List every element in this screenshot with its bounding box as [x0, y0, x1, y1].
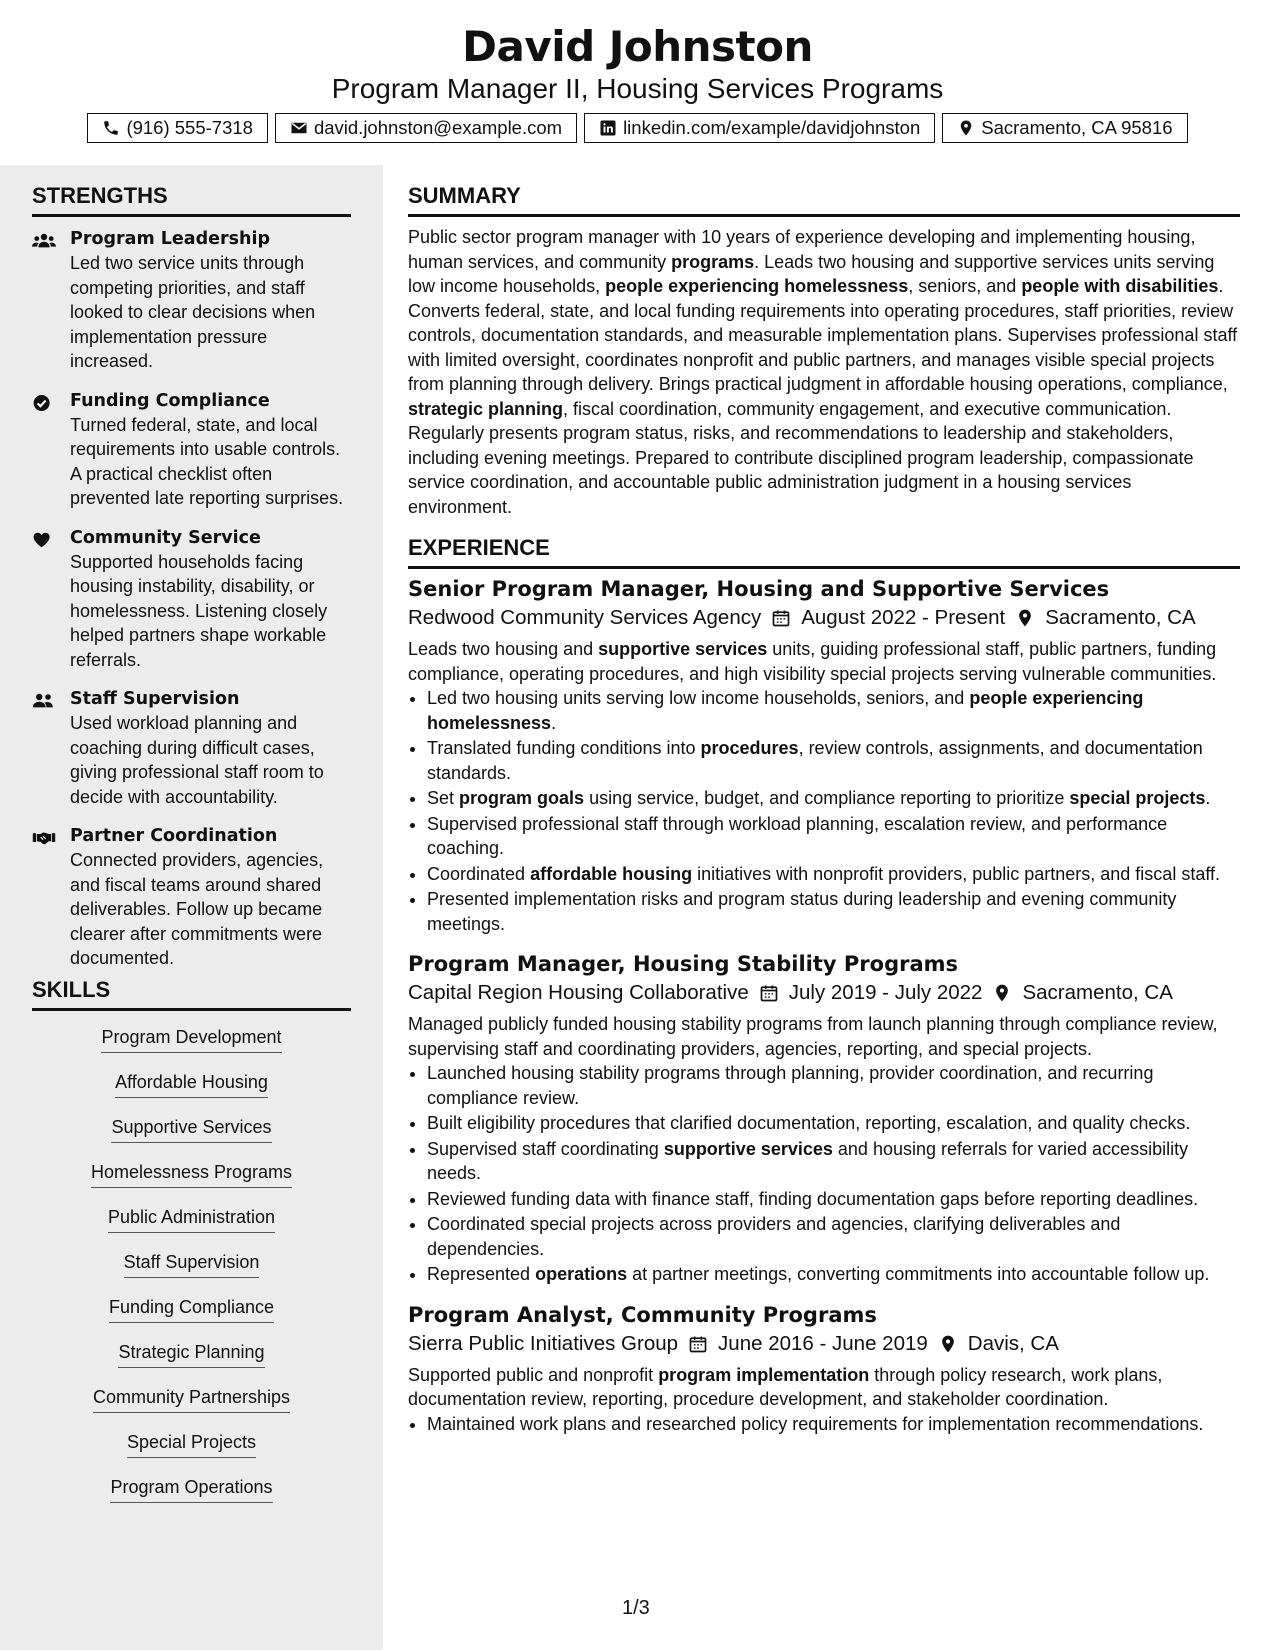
job-dates: June 2016 - June 2019 [718, 1331, 928, 1355]
job-meta [408, 1329, 1240, 1359]
job-bullet: • Translated funding conditions into procedures, review controls, assignments, and documentation standards. [427, 736, 1240, 785]
strength-item [32, 824, 351, 971]
job-bullet: • Represented operations at partner meetings, converting commitments into accountable follow up. [427, 1262, 1240, 1287]
strength-item [32, 687, 351, 809]
skill-tag: Special Projects [127, 1430, 256, 1458]
job-bullet: • Coordinated affordable housing initiatives with nonprofit providers, public partners, and fiscal staff. [427, 862, 1240, 887]
strength-title: Program Leadership [70, 229, 271, 249]
calendar-icon [688, 1334, 708, 1354]
skill-tag: Supportive Services [111, 1115, 271, 1143]
phone-icon [102, 119, 120, 137]
strengths-heading: STRENGTHS [32, 181, 351, 217]
experience-section [408, 533, 1240, 1436]
job-bullets [408, 1061, 1240, 1287]
strength-description: Used workload planning and coaching during difficult cases, giving professional staff room to decide with accountability. [70, 713, 324, 807]
job-entry [408, 1301, 1240, 1437]
summary-text: Public sector program manager with 10 years of experience developing and implementing housing, human services, and community programs. Leads two housing and supportive services units serving low income households, people experiencing homelessness, seniors, and people with disabilities. Converts federal, state, and local funding requirements into operating procedures, staff priorities, review controls, documentation standards, and measurable implementation plans. Supervises professional staff with limited oversight, coordinates nonprofit and public partners, and manages visible special projects from planning through delivery. Brings practical judgment in affordable housing operations, compliance, strategic planning, fiscal coordination, community engagement, and executive communication. Regularly presents program status, risks, and recommendations to leadership and stakeholders, including evening meetings. Prepared to contribute disciplined program leadership, compassionate service coordination, and accountable public administration judgment in a housing services environment. [408, 227, 1238, 517]
job-dates: July 2019 - July 2022 [788, 981, 983, 1004]
skill-tag: Staff Supervision [124, 1250, 260, 1278]
summary-heading: SUMMARY [408, 181, 1240, 217]
user-group-icon [32, 691, 56, 711]
job-bullets [408, 1412, 1240, 1437]
linkedin-icon [599, 119, 617, 137]
job-meta [408, 603, 1240, 633]
summary-section [408, 181, 1240, 519]
envelope-icon [290, 119, 308, 137]
strength-description: Led two service units through competing priorities, and staff looked to clear decisions when implementation pressure increased. [70, 253, 316, 371]
job-intro: Managed publicly funded housing stability programs from launch planning through compliance review, supervising staff and coordinating providers, agencies, reporting, and special projects. [408, 1014, 1218, 1059]
strength-item [32, 227, 351, 374]
skill-list [32, 1025, 351, 1520]
strength-title: Community Service [70, 527, 261, 548]
strength-item [32, 526, 351, 673]
skill-tag: Community Partnerships [93, 1385, 290, 1413]
strength-item [32, 389, 351, 511]
job-dates: August 2022 - Present [801, 606, 1006, 629]
job-bullet: • Supervised staff coordinating supportive services and housing referrals for varied accessibility needs. [427, 1137, 1240, 1186]
job-bullet: • Launched housing stability programs through planning, provider coordination, and recurring compliance review. [427, 1061, 1240, 1110]
job-bullet: • Built eligibility procedures that clarified documentation, reporting, escalation, and quality checks. [427, 1111, 1240, 1136]
contact-email[interactable]: david.johnston@example.com [275, 113, 577, 143]
skill-tag: Program Development [101, 1025, 281, 1053]
job-entry [408, 950, 1240, 1287]
main-content [408, 165, 1240, 1450]
job-title: Senior Program Manager, Housing and Supportive Services [408, 577, 1110, 601]
job-location: Sacramento, CA [1022, 981, 1173, 1004]
job-bullet: • Supervised professional staff through workload planning, escalation review, and performance coaching. [427, 812, 1240, 861]
job-bullet: • Maintained work plans and researched policy requirements for implementation recommendations. [427, 1412, 1240, 1437]
skill-tag: Strategic Planning [118, 1340, 264, 1368]
job-organization: Sierra Public Initiatives Group [408, 1331, 679, 1355]
job-location: Sacramento, CA [1045, 606, 1196, 629]
candidate-title: Program Manager II, Housing Services Programs [331, 73, 944, 104]
map-pin-icon [938, 1334, 958, 1354]
job-bullet: • Set program goals using service, budget, and compliance reporting to prioritize special projects. [427, 786, 1240, 811]
job-title: Program Analyst, Community Programs [408, 1302, 877, 1327]
strength-description: Supported households facing housing instability, disability, or homelessness. Listening closely helped partners shape workable referrals. [70, 551, 328, 670]
job-bullet: • Reviewed funding data with finance staff, finding documentation gaps before reporting deadlines. [427, 1187, 1240, 1212]
contact-location[interactable]: Sacramento, CA 95816 [942, 113, 1187, 143]
contact-linkedin[interactable]: linkedin.com/example/davidjohnston [584, 113, 935, 143]
candidate-name: David Johnston [462, 22, 813, 71]
handshake-icon [32, 828, 56, 848]
skill-tag: Funding Compliance [109, 1295, 274, 1323]
strength-description: Connected providers, agencies, and fiscal teams around shared deliverables. Follow up became clearer after commitments were documented. [70, 850, 324, 968]
strength-description: Turned federal, state, and local requirements into usable controls. A practical checklist often prevented late reporting surprises. [70, 414, 344, 508]
job-bullet: • Led two housing units serving low income households, seniors, and people experiencing homelessness. [427, 686, 1240, 735]
contact-phone[interactable]: (916) 555-7318 [87, 113, 268, 143]
skill-tag: Affordable Housing [115, 1070, 268, 1098]
job-intro: Leads two housing and supportive services units, guiding professional staff, public partners, funding compliance, operating procedures, and high visibility special projects serving vulnerable communities. [408, 639, 1217, 684]
skills-section [32, 975, 351, 1520]
skills-heading: SKILLS [32, 975, 351, 1011]
experience-heading: EXPERIENCE [408, 533, 1240, 569]
job-bullet: • Coordinated special projects across providers and agencies, clarifying deliverables and dependencies. [427, 1212, 1240, 1261]
job-location: Davis, CA [967, 1331, 1059, 1355]
job-bullets [408, 686, 1240, 936]
job-organization: Redwood Community Services Agency [408, 606, 762, 629]
strengths-section [32, 181, 351, 986]
sidebar [0, 165, 383, 1650]
strength-title: Partner Coordination [70, 826, 278, 846]
people-group-icon [32, 231, 56, 251]
contact-row [0, 113, 1275, 145]
check-circle-icon [32, 393, 56, 413]
heart-icon [32, 530, 56, 550]
map-pin-icon [1015, 608, 1035, 628]
job-entry [408, 575, 1240, 936]
job-list [408, 575, 1240, 1436]
page-number: 1/3 [622, 1597, 650, 1619]
skill-tag: Homelessness Programs [91, 1160, 292, 1188]
strength-title: Staff Supervision [70, 689, 240, 709]
job-intro: Supported public and nonprofit program implementation through policy research, work plans, documentation review, reporting, procedure development, and stakeholder coordination. [408, 1364, 1163, 1409]
map-pin-icon [957, 119, 975, 137]
job-title: Program Manager, Housing Stability Programs [408, 952, 959, 976]
job-bullet: • Presented implementation risks and program status during leadership and evening community meetings. [427, 887, 1240, 936]
job-organization: Capital Region Housing Collaborative [408, 981, 749, 1004]
calendar-icon [759, 983, 779, 1003]
map-pin-icon [992, 983, 1012, 1003]
job-meta [408, 978, 1240, 1008]
skill-tag: Program Operations [110, 1475, 272, 1503]
skill-tag: Public Administration [108, 1205, 275, 1233]
strength-title: Funding Compliance [70, 390, 270, 411]
calendar-icon [771, 608, 791, 628]
resume-header [0, 0, 1275, 160]
